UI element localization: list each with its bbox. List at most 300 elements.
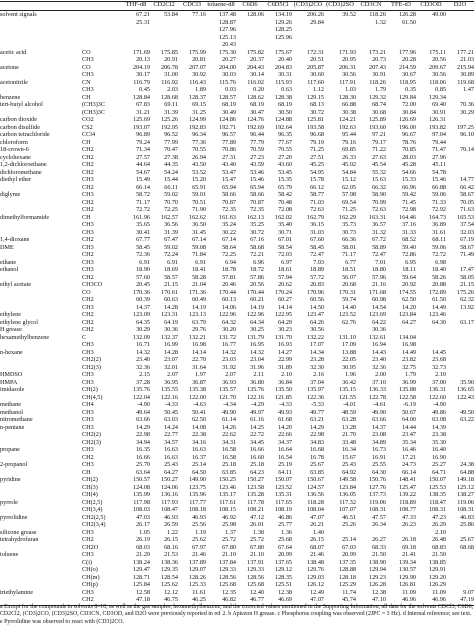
- shift-value: 26.94: [192, 153, 206, 161]
- shift-value: 137.89: [188, 558, 206, 566]
- shift-value: 70.87: [250, 198, 264, 206]
- shift-value: 72.47: [310, 251, 324, 258]
- shift-value: 135.28: [246, 491, 264, 498]
- table-row: [0, 11, 474, 19]
- shift-value: 125.81: [306, 116, 324, 123]
- shift-value: 36.95: [164, 378, 178, 386]
- shift-value: 64.27: [164, 468, 178, 476]
- table-row: [0, 304, 474, 312]
- table-row: [0, 274, 474, 282]
- shift-value: 138.48: [306, 558, 324, 566]
- shift-value: 150.57: [132, 476, 150, 483]
- shift-value: 150.25: [218, 476, 236, 483]
- carbon-label: (CH3)3C: [82, 108, 106, 116]
- shift-value: 70.87: [222, 198, 236, 206]
- table-row: [0, 409, 474, 417]
- shift-value: 37.16: [402, 221, 416, 228]
- shift-value: 96.35: [278, 131, 292, 138]
- shift-value: 129.90: [398, 573, 416, 581]
- shift-value: 70.99: [372, 198, 386, 206]
- shift-value: 117.60: [307, 78, 324, 86]
- shift-value: 12.49: [310, 588, 324, 596]
- shift-value: 68.19: [222, 101, 236, 108]
- shift-value: 64.34: [250, 318, 264, 326]
- shift-value: 117.65: [275, 498, 292, 506]
- shift-value: 69.54: [342, 198, 356, 206]
- shift-value: 30.49: [222, 108, 236, 116]
- table-row: [0, 49, 474, 57]
- shift-value: 71.84: [192, 251, 206, 258]
- shift-value: 2.00: [375, 371, 386, 378]
- shift-value: 31.64: [192, 363, 206, 371]
- shift-value: 1.32: [375, 18, 386, 26]
- table-row: [0, 266, 474, 274]
- shift-value: 67.01: [278, 236, 292, 243]
- shift-value: 27.38: [164, 153, 178, 161]
- shift-value: 34.94: [136, 438, 150, 446]
- shift-value: 108.18: [188, 506, 206, 513]
- shift-value: 68.13: [310, 101, 324, 108]
- shift-value: 149.58: [338, 476, 356, 483]
- shift-value: 119.06: [369, 498, 386, 506]
- shift-value: 34.45: [250, 438, 264, 446]
- shift-value: 46.83: [460, 513, 474, 521]
- shift-value: 53.46: [250, 168, 264, 176]
- shift-value: 20.95: [342, 56, 356, 63]
- carbon-label: CN: [82, 78, 91, 86]
- shift-value: 132.61: [368, 333, 386, 341]
- shift-value: 30.20: [222, 326, 236, 333]
- shift-value: 125.68: [246, 581, 264, 588]
- shift-value: 23.68: [432, 356, 446, 363]
- table-row: [0, 154, 474, 162]
- carbon-label: C: [82, 333, 87, 341]
- shift-value: 15.63: [372, 176, 386, 183]
- shift-value: 30.17: [136, 71, 150, 78]
- shift-value: 30.29: [460, 108, 474, 116]
- shift-value: 26.17: [136, 521, 150, 528]
- shift-value: 16.73: [372, 446, 386, 453]
- shift-value: 125.69: [132, 116, 150, 123]
- shift-value: 108.77: [398, 506, 416, 513]
- shift-value: 128.37: [188, 93, 206, 101]
- shift-value: 21.04: [192, 281, 206, 288]
- shift-value: 124.57: [306, 483, 324, 491]
- shift-value: 130.57: [398, 566, 416, 573]
- shift-value: 131.70: [274, 333, 292, 341]
- carbon-label: CH2: [82, 206, 94, 213]
- shift-value: 21.70: [342, 431, 356, 438]
- shift-value: 62.50: [402, 296, 416, 303]
- shift-value: 57.86: [250, 273, 264, 281]
- shift-value: 96.68: [310, 131, 324, 138]
- shift-value: 16.35: [136, 446, 150, 453]
- table-row: [0, 101, 474, 109]
- table-row: [0, 296, 474, 304]
- shift-value: 64.11: [278, 468, 292, 476]
- shift-value: 15.44: [164, 176, 178, 183]
- shift-value: 32.01: [164, 363, 178, 371]
- shift-value: 138.27: [456, 491, 474, 498]
- shift-value: 72.47: [372, 251, 386, 258]
- shift-value: 58.64: [222, 243, 236, 251]
- shift-value: 46.69: [278, 596, 292, 603]
- shift-value: 12.40: [250, 588, 264, 596]
- carbon-label: CH2: [82, 198, 94, 206]
- shift-value: 135.55: [160, 386, 178, 393]
- shift-value: 1.37: [225, 528, 236, 536]
- shift-value: 129.47: [132, 566, 150, 573]
- shift-value: 20.13: [136, 56, 150, 63]
- compound-name: 18-crown-6: [0, 146, 29, 153]
- shift-value: 58.45: [136, 243, 150, 251]
- shift-value: 68.16: [164, 543, 178, 551]
- shift-value: 126.69: [398, 116, 416, 123]
- shift-value: 32.03: [460, 228, 474, 236]
- carbon-label: CH2(2): [82, 356, 101, 363]
- compound-name: carbon disulfide: [0, 123, 41, 131]
- header-row: [0, 1, 474, 9]
- shift-value: 21.10: [222, 551, 236, 558]
- shift-value: 57.81: [222, 273, 236, 281]
- shift-value: 123.69: [368, 311, 386, 318]
- shift-value: 136.56: [306, 491, 324, 498]
- table-row: [0, 536, 474, 544]
- shift-value: 175.11: [429, 48, 446, 56]
- shift-value: 171.69: [132, 48, 150, 56]
- shift-value: 63.28: [342, 416, 356, 423]
- table-row: [0, 356, 474, 364]
- shift-value: 129.20: [428, 573, 446, 581]
- shift-value: 46.51: [342, 513, 356, 521]
- shift-value: 30.71: [278, 228, 292, 236]
- compound-name: ethyl acetate: [0, 281, 32, 288]
- shift-value: 175.85: [160, 48, 178, 56]
- shift-value: 25.14: [342, 536, 356, 543]
- compound-name: diglyme: [0, 191, 21, 198]
- shift-value: 162.02: [274, 213, 292, 221]
- shift-value: 18.61: [278, 266, 292, 273]
- shift-value: 61.50: [432, 296, 446, 303]
- shift-value: -4.33: [165, 401, 178, 408]
- shift-value: 134.19: [274, 11, 292, 18]
- shift-value: 34.31: [222, 438, 236, 446]
- shift-value: 196.00: [398, 123, 416, 131]
- carbon-label: CH2: [82, 168, 94, 176]
- shift-value: 53.45: [278, 168, 292, 176]
- carbon-label: CH2: [82, 318, 94, 326]
- shift-value: 214.59: [398, 63, 416, 71]
- shift-value: 17.07: [310, 341, 324, 348]
- shift-value: 30.25: [250, 326, 264, 333]
- shift-value: 68.33: [372, 543, 386, 551]
- shift-value: 31.33: [402, 228, 416, 236]
- shift-value: 122.00: [188, 393, 206, 401]
- column-header: C6D5Cl: [267, 1, 289, 8]
- shift-value: 97.21: [372, 131, 386, 138]
- shift-value: 20.51: [310, 56, 324, 63]
- shift-value: 20.88: [432, 281, 446, 288]
- shift-value: 129.26: [274, 18, 292, 26]
- shift-value: 66.96: [402, 183, 416, 191]
- shift-value: 72.25: [164, 206, 178, 213]
- shift-value: 20.91: [164, 56, 178, 63]
- shift-value: 150.27: [160, 476, 178, 483]
- shift-value: 123.84: [338, 483, 356, 491]
- table-row: [0, 251, 474, 259]
- shift-value: 22.62: [222, 431, 236, 438]
- shift-value: 2.15: [139, 371, 150, 378]
- shift-value: 14.20: [278, 423, 292, 431]
- shift-value: 137.35: [338, 558, 356, 566]
- shift-value: 64.29: [278, 318, 292, 326]
- shift-value: 77.99: [164, 138, 178, 146]
- table-row: [0, 484, 474, 492]
- shift-value: 25.67: [310, 461, 324, 468]
- carbon-label: CH3: [82, 371, 94, 378]
- shift-value: 58.66: [250, 191, 264, 198]
- shift-value: 14.32: [250, 348, 264, 356]
- shift-value: 31.45: [192, 228, 206, 236]
- shift-value: 2.11: [253, 371, 264, 378]
- shift-value: 123.75: [188, 483, 206, 491]
- shift-value: 15.67: [342, 453, 356, 461]
- shift-value: 66.11: [164, 183, 178, 191]
- carbon-label: CH2(2,5): [82, 513, 106, 521]
- carbon-label: CH2: [82, 296, 94, 303]
- shift-value: 58.45: [310, 243, 324, 251]
- shift-value: 129.34: [428, 93, 446, 101]
- shift-value: 53.47: [222, 168, 236, 176]
- shift-value: 27.23: [250, 153, 264, 161]
- shift-value: 150.76: [368, 476, 386, 483]
- shift-value: 36.80: [250, 378, 264, 386]
- shift-value: 16.66: [136, 453, 150, 461]
- compound-name: tetrahydrofuran: [0, 536, 39, 543]
- shift-value: 30.50: [278, 108, 292, 116]
- shift-value: 66.88: [342, 101, 356, 108]
- shift-value: 14.06: [222, 303, 236, 311]
- shift-value: 162.13: [246, 213, 264, 221]
- shift-value: 16.63: [164, 446, 178, 453]
- shift-value: 14.39: [432, 423, 446, 431]
- shift-value: 67.60: [310, 236, 324, 243]
- shift-value: 128.30: [338, 93, 356, 101]
- shift-value: 20.56: [250, 281, 264, 288]
- shift-value: 125.89: [368, 116, 386, 123]
- shift-value: 70.36: [460, 101, 474, 108]
- shift-value: 125.47: [398, 483, 416, 491]
- shift-value: 67.19: [460, 236, 474, 243]
- shift-value: 21.03: [460, 56, 474, 63]
- shift-value: 1.97: [195, 371, 206, 378]
- shift-value: 30.72: [250, 228, 264, 236]
- shift-value: 6.94: [225, 258, 236, 266]
- shift-value: 149.90: [188, 476, 206, 483]
- shift-value: 59.02: [164, 243, 178, 251]
- shift-value: 46.93: [164, 513, 178, 521]
- shift-value: 165.53: [456, 213, 474, 221]
- shift-value: 71.90: [192, 206, 206, 213]
- shift-value: 25.19: [278, 461, 292, 468]
- shift-value: 126.28: [398, 11, 416, 18]
- shift-value: 46.93: [192, 513, 206, 521]
- shift-value: 25.62: [192, 536, 206, 543]
- shift-value: 16.99: [164, 341, 178, 348]
- table-row: [0, 146, 474, 154]
- shift-value: 58.42: [278, 191, 292, 198]
- shift-value: 15.46: [250, 176, 264, 183]
- shift-value: 64.19: [164, 318, 178, 326]
- shift-value: 25.43: [342, 461, 356, 468]
- shift-value: 1.12: [313, 86, 324, 93]
- shift-value: 78.76: [402, 138, 416, 146]
- shift-value: 20.62: [278, 281, 292, 288]
- shift-value: 49.97: [250, 408, 264, 416]
- carbon-label: CH3: [82, 303, 94, 311]
- shift-value: 50.41: [192, 408, 206, 416]
- table-row: [0, 161, 474, 169]
- shift-value: 59.06: [432, 243, 446, 251]
- compound-name: pyrrole: [0, 498, 18, 506]
- shift-value: 22.98: [310, 431, 324, 438]
- shift-value: 25.18: [222, 461, 236, 468]
- shift-value: 162.79: [306, 213, 324, 221]
- shift-value: 47.07: [310, 513, 324, 521]
- shift-value: 70.86: [222, 146, 236, 153]
- shift-value: 45.54: [372, 161, 386, 168]
- shift-value: 32.30: [310, 363, 324, 371]
- shift-value: 62.32: [460, 296, 474, 303]
- shift-value: 129.91: [428, 566, 446, 573]
- shift-value: 58.01: [342, 243, 356, 251]
- compound-name: ethylene: [0, 311, 21, 318]
- compound-name: imidazole: [0, 386, 25, 393]
- shift-value: 49.90: [372, 408, 386, 416]
- shift-value: 119.68: [457, 78, 474, 86]
- column-header: THF-d8: [125, 1, 147, 8]
- shift-value: 14.28: [164, 348, 178, 356]
- shift-value: 14.49: [432, 303, 446, 311]
- shift-value: 50.45: [164, 408, 178, 416]
- shift-value: 54.24: [164, 168, 178, 176]
- shift-value: 16.71: [136, 341, 150, 348]
- shift-value: 137.65: [274, 558, 292, 566]
- carbon-label: CH3: [82, 176, 94, 183]
- shift-value: 36.50: [192, 221, 206, 228]
- shift-value: 15.47: [222, 176, 236, 183]
- shift-value: 171.93: [338, 48, 356, 56]
- shift-value: 123.13: [188, 311, 206, 318]
- shift-value: 34.57: [164, 438, 178, 446]
- shift-value: 30.89: [460, 71, 474, 78]
- carbon-label: CH(3,4): [82, 506, 103, 513]
- table-row: [0, 289, 474, 297]
- shift-value: 72.98: [402, 206, 416, 213]
- shift-value: 129.12: [274, 566, 292, 573]
- shift-value: 6.77: [345, 258, 356, 266]
- shift-value: 192.69: [246, 123, 264, 131]
- shift-value: 16.94: [372, 341, 386, 348]
- shift-value: 15.78: [310, 176, 324, 183]
- shift-value: -6.19: [403, 401, 416, 408]
- shift-value: 49.90: [222, 408, 236, 416]
- shift-value: 63.64: [136, 468, 150, 476]
- shift-value: 123.52: [338, 311, 356, 318]
- shift-value: 79.24: [136, 138, 150, 146]
- shift-value: 15.33: [402, 176, 416, 183]
- shift-value: 21.15: [164, 281, 178, 288]
- shift-value: 6.91: [139, 258, 150, 266]
- shift-value: 22.72: [250, 431, 264, 438]
- shift-value: 77.67: [278, 138, 292, 146]
- shift-value: 108.31: [428, 506, 446, 513]
- shift-value: 21.10: [250, 551, 264, 558]
- shift-value: 150.07: [274, 476, 292, 483]
- shift-value: 36.84: [278, 378, 292, 386]
- shift-value: 58.77: [310, 191, 324, 198]
- shift-value: 35.25: [250, 221, 264, 228]
- shift-value: 36.89: [432, 221, 446, 228]
- shift-value: 59.08: [192, 243, 206, 251]
- shift-value: 58.67: [460, 191, 474, 198]
- compound-name: H grease: [0, 326, 22, 333]
- shift-value: 45.11: [432, 161, 446, 168]
- shift-value: 47.57: [372, 513, 386, 521]
- shift-value: 67.64: [278, 543, 292, 551]
- shift-value: 12.58: [136, 588, 150, 596]
- shift-value: 71.22: [372, 146, 386, 153]
- table-row: [0, 94, 474, 102]
- shift-value: 192.83: [188, 123, 206, 131]
- shift-value: 20.28: [402, 56, 416, 63]
- shift-value: 117.93: [161, 498, 178, 506]
- shift-value: 2.03: [167, 86, 178, 93]
- shift-value: 32.36: [372, 363, 386, 371]
- shift-value: 71.49: [460, 251, 474, 258]
- table-row: [0, 499, 474, 507]
- shift-value: 164.46: [398, 213, 416, 221]
- shift-value: 53.84: [164, 11, 178, 18]
- shift-value: 172.89: [428, 288, 446, 296]
- shift-value: -4.63: [193, 401, 206, 408]
- shift-value: 161.96: [132, 213, 150, 221]
- shift-value: 70.48: [278, 198, 292, 206]
- shift-value: 30.72: [310, 108, 324, 116]
- shift-value: 36.93: [222, 378, 236, 386]
- shift-value: 97.04: [432, 131, 446, 138]
- shift-value: 43.60: [278, 161, 292, 168]
- shift-value: 65.91: [192, 183, 206, 191]
- shift-value: 204.43: [246, 63, 264, 71]
- shift-value: 14.32: [222, 348, 236, 356]
- shift-value: 95.44: [342, 131, 356, 138]
- shift-value: 14.54: [372, 303, 386, 311]
- shift-value: 70.51: [192, 198, 206, 206]
- shift-value: 36.87: [192, 378, 206, 386]
- carbon-label: CH3CO: [82, 281, 103, 288]
- carbon-label: CH3: [82, 378, 94, 386]
- shift-value: 70.85: [402, 146, 416, 153]
- shift-value: 135.99: [132, 491, 150, 498]
- shift-value: 30.47: [250, 108, 264, 116]
- shift-value: 129.15: [306, 93, 324, 101]
- table-row: [0, 461, 474, 469]
- shift-value: 23.28: [310, 356, 324, 363]
- shift-value: 49.93: [278, 408, 292, 416]
- shift-value: 64.92: [342, 468, 356, 476]
- shift-value: 20.43: [222, 41, 236, 48]
